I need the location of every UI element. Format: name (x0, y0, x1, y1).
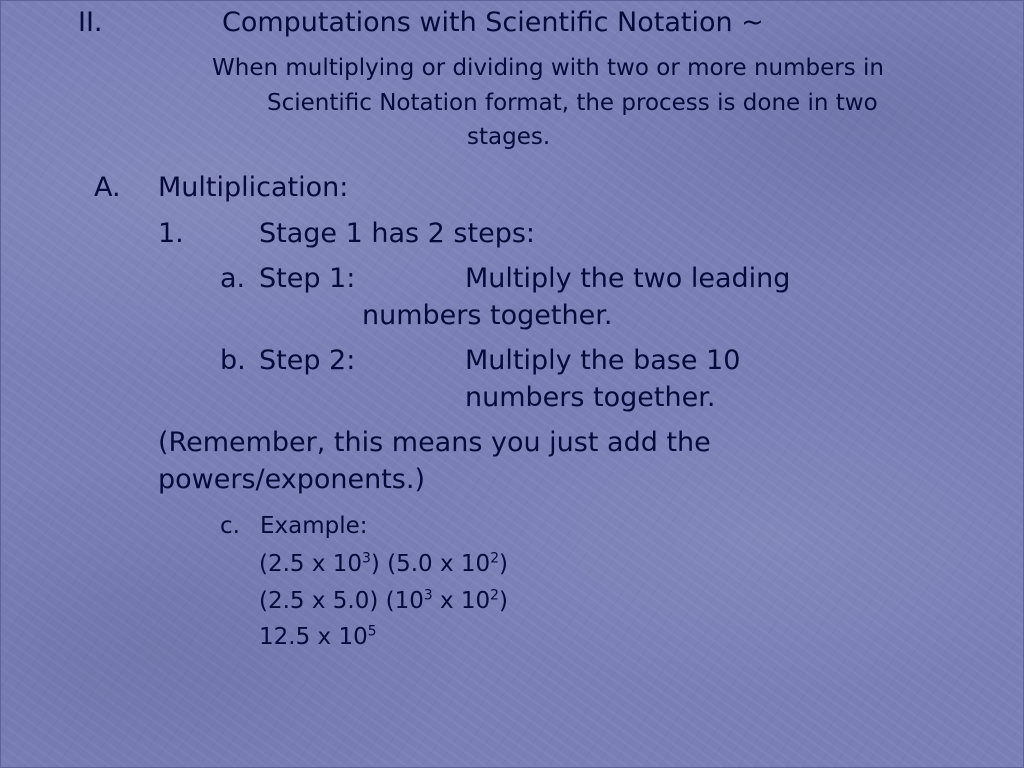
step-a-text-line-2: numbers together. (362, 300, 613, 331)
example-line-1: (2.5 x $10^3$) (5.0 x $10^2$) (259, 550, 508, 577)
intro-line-1: When multiplying or dividing with two or more numbers in (212, 55, 884, 81)
section-a-label: Multiplication: (158, 172, 349, 203)
step-b-marker: b. (220, 345, 246, 376)
example-line-2: (2.5 x 5.0) ($10^3$ x $10^2$) (259, 587, 508, 614)
slide-title: Computations with Scientific Notation ~ (222, 7, 764, 38)
step-a-label: Step 1: (259, 263, 356, 294)
remember-line-2: powers/exponents.) (158, 464, 425, 495)
example-label: Example: (260, 513, 368, 539)
step-a-marker: a. (220, 263, 246, 294)
example-marker: c. (220, 513, 240, 539)
remember-line-1: (Remember, this means you just add the (158, 427, 711, 458)
intro-line-3: stages. (467, 124, 551, 150)
stage-1-text: Stage 1 has 2 steps: (259, 218, 535, 249)
heading-numeral: II. (78, 7, 103, 38)
example-line-3: 12.5 x $10^5$ (259, 623, 377, 650)
step-b-label: Step 2: (259, 345, 356, 376)
step-b-text-line-1: Multiply the base 10 (465, 345, 741, 376)
stage-1-marker: 1. (158, 218, 184, 249)
step-a-text-line-1: Multiply the two leading (465, 263, 791, 294)
intro-line-2: Scientific Notation format, the process is done in two (267, 90, 878, 116)
section-a-marker: A. (94, 172, 121, 203)
step-b-text-line-2: numbers together. (465, 382, 716, 413)
